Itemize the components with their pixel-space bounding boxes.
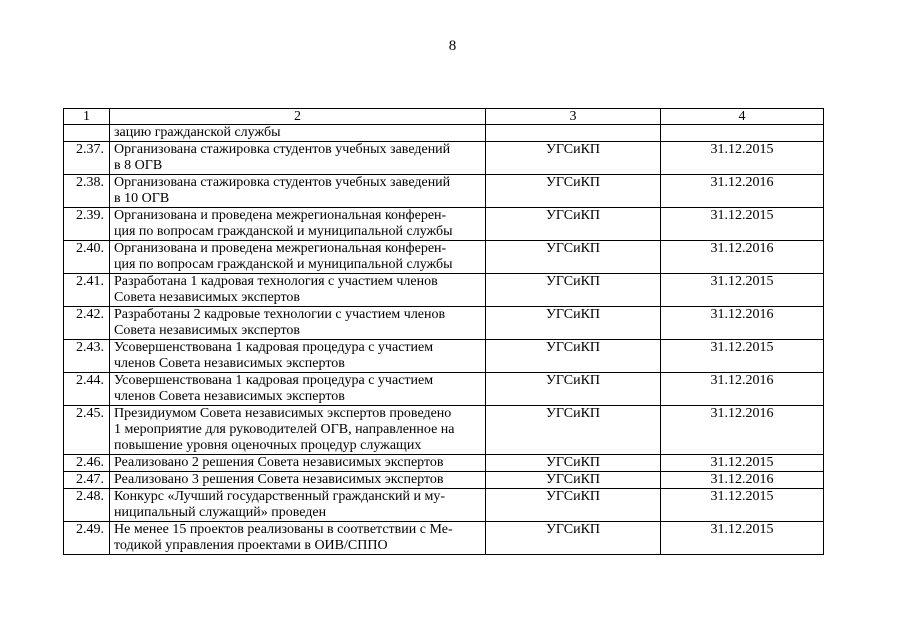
row-responsible: УГСиКП bbox=[486, 274, 661, 307]
row-description bbox=[110, 373, 486, 406]
row-deadline: 31.12.2015 bbox=[661, 489, 824, 522]
table-row bbox=[64, 175, 824, 208]
description-line: повышение уровня оценочных процедур служащих bbox=[114, 438, 422, 453]
row-responsible: УГСиКП bbox=[486, 241, 661, 274]
description-line: Организована стажировка студентов учебных заведений bbox=[114, 142, 451, 157]
row-number: 2.45. bbox=[64, 406, 110, 455]
row-deadline: 31.12.2015 bbox=[661, 208, 824, 241]
row-number: 2.38. bbox=[64, 175, 110, 208]
description-line: Не менее 15 проектов реализованы в соответствии с Ме- bbox=[114, 522, 453, 537]
description-line: 1 мероприятие для руководителей ОГВ, направленное на bbox=[114, 422, 455, 437]
row-deadline: 31.12.2015 bbox=[661, 340, 824, 373]
row-responsible: УГСиКП bbox=[486, 472, 661, 489]
row-description bbox=[110, 406, 486, 455]
row-description bbox=[110, 274, 486, 307]
row-description bbox=[110, 307, 486, 340]
row-number: 2.43. bbox=[64, 340, 110, 373]
row-description bbox=[110, 241, 486, 274]
table-row bbox=[64, 125, 824, 142]
row-deadline: 31.12.2016 bbox=[661, 175, 824, 208]
row-description bbox=[110, 142, 486, 175]
row-responsible: УГСиКП bbox=[486, 489, 661, 522]
table-row bbox=[64, 307, 824, 340]
description-line: в 8 ОГВ bbox=[114, 158, 163, 173]
table-row bbox=[64, 274, 824, 307]
row-responsible: УГСиКП bbox=[486, 142, 661, 175]
row-number: 2.44. bbox=[64, 373, 110, 406]
row-responsible: УГСиКП bbox=[486, 455, 661, 472]
header-col-4: 4 bbox=[661, 109, 824, 125]
row-number: 2.39. bbox=[64, 208, 110, 241]
table-header-row bbox=[64, 109, 824, 125]
row-responsible: УГСиКП bbox=[486, 208, 661, 241]
table-row bbox=[64, 208, 824, 241]
header-col-1: 1 bbox=[64, 109, 110, 125]
activity-table bbox=[63, 108, 824, 555]
header-col-2: 2 bbox=[110, 109, 486, 125]
description-line: Организована и проведена межрегиональная конферен- bbox=[114, 208, 447, 223]
header-col-3: 3 bbox=[486, 109, 661, 125]
row-description bbox=[110, 125, 486, 142]
description-line: Усовершенствована 1 кадровая процедура с участием bbox=[114, 373, 434, 388]
table-row bbox=[64, 142, 824, 175]
row-deadline bbox=[661, 125, 824, 142]
row-number: 2.49. bbox=[64, 522, 110, 555]
description-line: Реализовано 3 решения Совета независимых экспертов bbox=[114, 472, 444, 487]
description-line: Разработаны 2 кадровые технологии с участием членов bbox=[114, 307, 446, 322]
description-line: Организована стажировка студентов учебных заведений bbox=[114, 175, 451, 190]
row-description bbox=[110, 522, 486, 555]
row-description bbox=[110, 340, 486, 373]
row-number: 2.47. bbox=[64, 472, 110, 489]
description-line: Конкурс «Лучший государственный гражданский и му- bbox=[114, 489, 446, 504]
description-line: зацию гражданской службы bbox=[114, 125, 281, 140]
row-deadline: 31.12.2016 bbox=[661, 472, 824, 489]
description-line: Усовершенствована 1 кадровая процедура с участием bbox=[114, 340, 434, 355]
row-description bbox=[110, 489, 486, 522]
table-row bbox=[64, 489, 824, 522]
description-line: Совета независимых экспертов bbox=[114, 323, 301, 338]
row-responsible: УГСиКП bbox=[486, 175, 661, 208]
page-number: 8 bbox=[448, 38, 457, 54]
row-number: 2.48. bbox=[64, 489, 110, 522]
table-row bbox=[64, 455, 824, 472]
description-line: Разработана 1 кадровая технология с участием членов bbox=[114, 274, 438, 289]
row-deadline: 31.12.2015 bbox=[661, 455, 824, 472]
row-number: 2.40. bbox=[64, 241, 110, 274]
description-line: Президиумом Совета независимых экспертов проведено bbox=[114, 406, 452, 421]
table-row bbox=[64, 472, 824, 489]
row-deadline: 31.12.2015 bbox=[661, 142, 824, 175]
table-row bbox=[64, 373, 824, 406]
description-line: Реализовано 2 решения Совета независимых экспертов bbox=[114, 455, 444, 470]
row-number: 2.42. bbox=[64, 307, 110, 340]
description-line: ция по вопросам гражданской и муниципальной службы bbox=[114, 257, 453, 272]
row-description bbox=[110, 208, 486, 241]
row-responsible: УГСиКП bbox=[486, 522, 661, 555]
row-responsible: УГСиКП bbox=[486, 406, 661, 455]
row-responsible bbox=[486, 125, 661, 142]
row-description bbox=[110, 455, 486, 472]
description-line: членов Совета независимых экспертов bbox=[114, 389, 345, 404]
row-responsible: УГСиКП bbox=[486, 307, 661, 340]
description-line: тодикой управления проектами в ОИВ/СППО bbox=[114, 538, 388, 553]
row-number: 2.46. bbox=[64, 455, 110, 472]
description-line: Организована и проведена межрегиональная конферен- bbox=[114, 241, 447, 256]
row-deadline: 31.12.2015 bbox=[661, 274, 824, 307]
table-row bbox=[64, 522, 824, 555]
row-deadline: 31.12.2016 bbox=[661, 241, 824, 274]
description-line: в 10 ОГВ bbox=[114, 191, 170, 206]
row-number: 2.37. bbox=[64, 142, 110, 175]
row-responsible: УГСиКП bbox=[486, 340, 661, 373]
row-description bbox=[110, 175, 486, 208]
description-line: ция по вопросам гражданской и муниципальной службы bbox=[114, 224, 453, 239]
row-number: 2.41. bbox=[64, 274, 110, 307]
row-responsible: УГСиКП bbox=[486, 373, 661, 406]
table-row bbox=[64, 241, 824, 274]
row-number bbox=[64, 125, 110, 142]
description-line: Совета независимых экспертов bbox=[114, 290, 301, 305]
row-deadline: 31.12.2016 bbox=[661, 373, 824, 406]
table-row bbox=[64, 406, 824, 455]
description-line: ниципальный служащий» проведен bbox=[114, 505, 327, 520]
row-deadline: 31.12.2015 bbox=[661, 522, 824, 555]
row-description bbox=[110, 472, 486, 489]
description-line: членов Совета независимых экспертов bbox=[114, 356, 345, 371]
table-row bbox=[64, 340, 824, 373]
row-deadline: 31.12.2016 bbox=[661, 307, 824, 340]
row-deadline: 31.12.2016 bbox=[661, 406, 824, 455]
